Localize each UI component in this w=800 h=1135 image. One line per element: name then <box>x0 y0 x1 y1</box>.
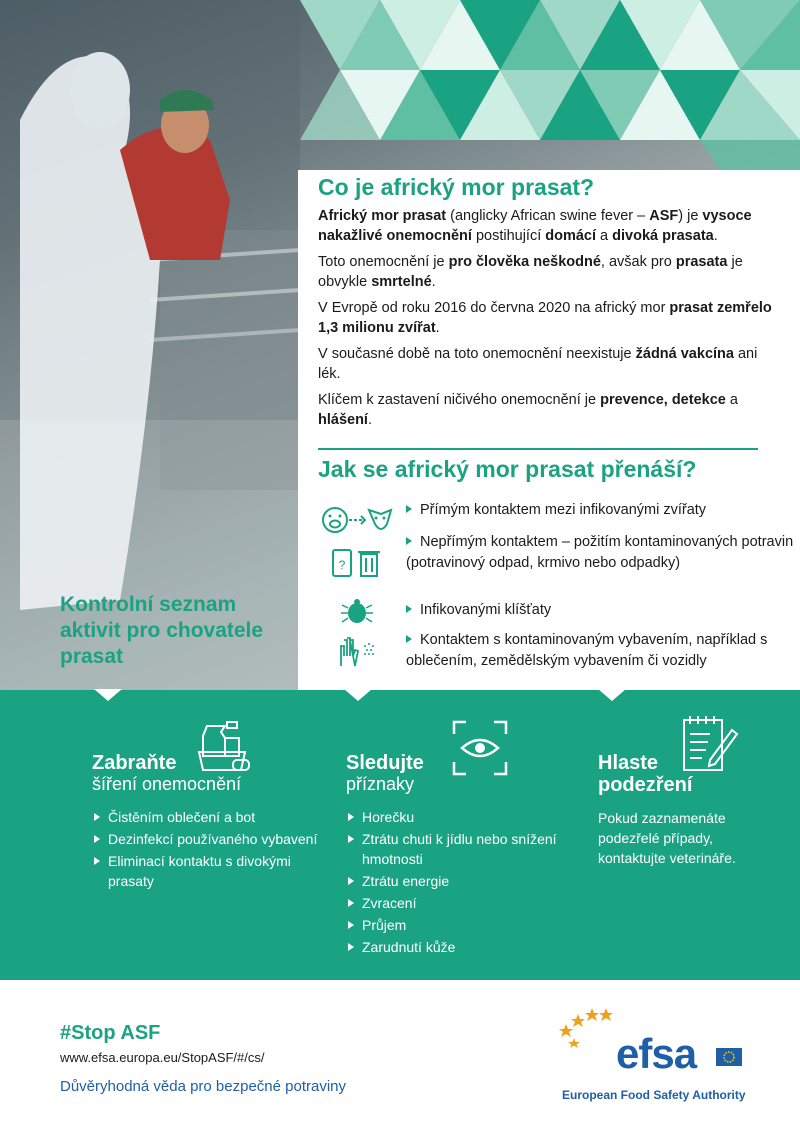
what-paragraph-2 <box>318 252 778 292</box>
report-column <box>598 752 768 868</box>
spray-hand-icon <box>318 630 396 670</box>
what-is-asf-heading: Co je africký mor prasat? <box>318 174 595 200</box>
tagline: Důvěryhodná věda pro bezpečné potraviny <box>60 1078 347 1095</box>
emphasis-text: Africký mor prasat <box>318 208 447 225</box>
prevent-list <box>92 807 322 891</box>
report-title: Hlaste podezření <box>598 752 693 796</box>
bullet-icon <box>406 537 412 545</box>
efsa-wordmark: efsa <box>616 1030 697 1077</box>
body-text: ) je <box>678 208 703 225</box>
checklist-title: Kontrolní seznam aktivit pro chovatele prasat <box>60 593 264 668</box>
list-item: Ztrátu energie <box>346 871 576 891</box>
body-text: . <box>435 320 440 337</box>
how-spreads-heading: Jak se africký mor prasat přenáší? <box>318 456 697 482</box>
transmission-text: Přímým kontaktem mezi infikovanými zvířaty <box>420 502 707 518</box>
bullet-icon <box>406 505 412 513</box>
section-divider <box>318 448 758 450</box>
tick-icon <box>318 592 396 632</box>
list-item: Horečku <box>346 807 576 827</box>
footer <box>0 980 800 1135</box>
notch-decoration <box>598 689 626 701</box>
campaign-hashtag: #Stop ASF <box>60 1022 161 1044</box>
body-text: V Evropě od roku 2016 do června 2020 na africký mor <box>318 300 670 317</box>
efsa-full-name: European Food Safety Authority <box>562 1088 746 1102</box>
transmission-item <box>318 630 798 674</box>
body-text: ani lék. <box>318 346 758 383</box>
what-is-asf-section <box>318 174 778 430</box>
symptom-list <box>346 807 576 957</box>
monitor-subtitle: příznaky <box>346 774 415 794</box>
bullet-icon <box>406 635 412 643</box>
emphasis-text: hlášení <box>318 412 368 429</box>
transmission-item <box>318 532 798 596</box>
monitor-title: Sledujte <box>346 752 424 774</box>
body-text: a <box>725 392 738 409</box>
emphasis-text: pro člověka neškodné <box>448 254 601 271</box>
monitor-column <box>346 752 576 959</box>
svg-text:?: ? <box>338 558 346 572</box>
emphasis-text: vysoce nakažlivé onemocnění <box>318 208 752 245</box>
report-text: Pokud zaznamenáte podezřelé případy, kontaktujte veterináře. <box>598 810 736 866</box>
body-text: V současné době na toto onemocnění neexistuje <box>318 346 636 363</box>
prevent-subtitle: šíření onemocnění <box>92 774 242 794</box>
body-text: a <box>596 228 613 245</box>
what-paragraph-4 <box>318 344 778 384</box>
body-text: postihující <box>471 228 546 245</box>
transmission-text: Infikovanými klíšťaty <box>420 602 552 618</box>
body-text: (anglicky African swine fever – <box>446 208 650 225</box>
emphasis-text: prevence, detekce <box>600 392 726 409</box>
what-paragraph-5 <box>318 390 778 430</box>
efsa-logo <box>556 1002 756 1112</box>
emphasis-text: prasat zemřelo 1,3 milionu zvířat <box>318 300 772 337</box>
body-text: . <box>431 274 436 291</box>
how-spreads-section <box>318 456 788 482</box>
list-item: Průjem <box>346 915 576 935</box>
transmission-text: Nepřímým kontaktem – požitím kontaminovaných potravin (potravinový odpad, krmivo nebo odpadky) <box>406 534 794 571</box>
list-item: Ztrátu chuti k jídlu nebo snížení hmotnosti <box>346 829 576 869</box>
list-item: Eliminací kontaktu s divokými prasaty <box>92 851 322 891</box>
list-item: Zarudnutí kůže <box>346 937 576 957</box>
emphasis-text: žádná vakcína <box>635 346 734 363</box>
emphasis-text: divoká prasata <box>612 228 714 245</box>
bullet-icon <box>406 605 412 613</box>
body-text: . <box>367 412 372 429</box>
emphasis-text: prasata <box>675 254 728 271</box>
body-text: je obvykle <box>318 254 743 291</box>
campaign-url[interactable]: www.efsa.europa.eu/StopASF/#/cs/ <box>60 1050 265 1065</box>
notch-decoration <box>344 689 372 701</box>
body-text: Klíčem k zastavení ničivého onemocnění je <box>318 392 601 409</box>
notch-decoration <box>94 689 122 701</box>
body-text: . <box>713 228 718 245</box>
what-paragraph-3 <box>318 298 778 338</box>
body-text: Toto onemocnění je <box>318 254 449 271</box>
emphasis-text: ASF <box>649 208 679 225</box>
body-text: , avšak pro <box>600 254 676 271</box>
transmission-text: Kontaktem s kontaminovaným vybavením, například s oblečením, zemědělským vybavením či vozidly <box>406 632 768 669</box>
emphasis-text: smrtelné <box>371 274 432 291</box>
prevent-title: Zabraňte <box>92 752 177 774</box>
prevent-column <box>92 752 322 893</box>
emphasis-text: domácí <box>545 228 597 245</box>
actions-band <box>0 690 800 980</box>
transmission-item <box>318 600 798 624</box>
food-waste-icon <box>318 542 396 582</box>
list-item: Dezinfekcí používaného vybavení <box>92 829 322 849</box>
list-item: Zvracení <box>346 893 576 913</box>
list-item: Čistěním oblečení a bot <box>92 807 322 827</box>
eu-flag-icon <box>716 1048 742 1066</box>
what-paragraph-1 <box>318 206 778 246</box>
